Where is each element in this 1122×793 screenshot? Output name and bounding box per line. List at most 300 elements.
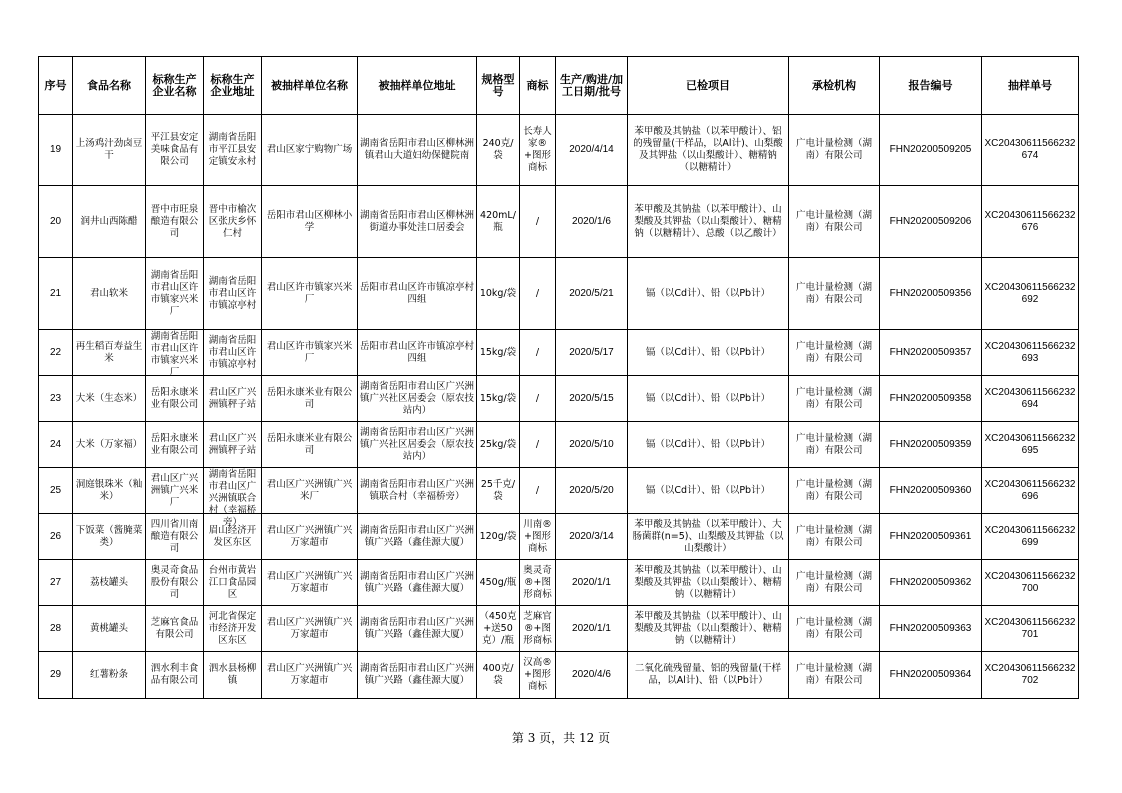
cell-text: 25kg/袋	[479, 438, 517, 450]
table-row	[39, 115, 1079, 186]
table-cell	[880, 376, 982, 422]
cell-text: 420mL/瓶	[480, 209, 516, 233]
cell-text: FHN20200509359	[889, 438, 972, 450]
table-cell	[477, 468, 520, 514]
cell-text: 广电计量检测（湖南）有限公司	[795, 432, 872, 456]
table-cell	[628, 652, 789, 699]
cell-text: XC20430611566232696	[984, 478, 1076, 502]
table-cell	[73, 376, 146, 422]
table-cell	[520, 258, 556, 330]
table-cell	[73, 422, 146, 468]
table-cell	[477, 514, 520, 560]
cell-text: 黄桃罐头	[89, 622, 128, 634]
table-row	[39, 258, 1079, 330]
column-header: 生产/购进/加工日期/批号	[556, 57, 628, 115]
cell-text: 湖南省岳阳市君山区广兴洲镇联合村（幸福桥旁）	[208, 468, 257, 528]
cell-text: 台州市黄岩江口食品园区	[208, 564, 257, 600]
table-cell	[556, 376, 628, 422]
cell-text: 君山区广兴洲镇广兴万家超市	[266, 663, 353, 686]
table-cell	[789, 330, 880, 376]
cell-text: 苯甲酸及其钠盐（以苯甲酸计）、山梨酸及其钾盐（以山梨酸计）、糖精钠（以糖精计）、总酸（以乙酸计）	[634, 203, 782, 239]
cell-text: 君山区广兴洲镇广兴万家超市	[266, 616, 353, 640]
cell-text: 2020/5/15	[569, 392, 614, 404]
table-cell	[39, 258, 73, 330]
column-header: 标称生产企业名称	[146, 57, 204, 115]
cell-text: 24	[49, 438, 62, 450]
table-cell	[358, 376, 477, 422]
table-cell	[628, 606, 789, 652]
cell-text: 21	[49, 287, 62, 299]
cell-text: XC20430611566232693	[984, 340, 1076, 364]
cell-text: 2020/1/1	[572, 576, 611, 588]
table-row	[39, 560, 1079, 606]
table-cell	[204, 606, 262, 652]
table-cell	[628, 115, 789, 186]
cell-text: XC20430611566232701	[984, 616, 1076, 640]
cell-text: 润井山西陈醋	[80, 215, 138, 227]
table-cell	[477, 422, 520, 468]
cell-text: 25千克/袋	[480, 478, 516, 502]
table-row	[39, 514, 1079, 560]
table-cell	[520, 560, 556, 606]
table-cell	[520, 376, 556, 422]
cell-text: FHN20200509363	[889, 622, 972, 634]
table-cell	[39, 376, 73, 422]
cell-text: 长寿人家®+图形商标	[523, 126, 552, 173]
table-cell	[556, 115, 628, 186]
table-cell	[982, 652, 1079, 699]
table-cell	[358, 606, 477, 652]
cell-text: 二氧化硫残留量、铝的残留量(干样品，以Al计)、铅（以Pb计）	[634, 663, 782, 686]
cell-text: 镉（以Cd计）、铅（以Pb计）	[645, 484, 771, 496]
table-cell	[204, 258, 262, 330]
table-cell	[880, 115, 982, 186]
column-header: 抽样单号	[982, 57, 1079, 115]
table-cell	[39, 330, 73, 376]
cell-text: 广电计量检测（湖南）有限公司	[795, 386, 872, 410]
table-cell	[73, 186, 146, 258]
column-header: 承检机构	[789, 57, 880, 115]
cell-text: 广电计量检测（湖南）有限公司	[795, 570, 872, 594]
table-cell	[880, 606, 982, 652]
table-cell	[880, 330, 982, 376]
table-cell	[262, 186, 358, 258]
table-row	[39, 330, 1079, 376]
table-cell	[73, 514, 146, 560]
table-cell	[73, 560, 146, 606]
cell-text: 四川省川南酿造有限公司	[150, 518, 199, 554]
table-cell	[146, 652, 204, 699]
table-body	[39, 115, 1079, 699]
cell-text: 君山区许市镇家兴米厂	[266, 281, 353, 305]
table-cell	[789, 422, 880, 468]
table-cell	[73, 115, 146, 186]
table-header	[39, 57, 1079, 115]
cell-text: 湖南省岳阳市君山区许市镇凉亭村	[208, 334, 257, 370]
table-cell	[204, 422, 262, 468]
cell-text: 平江县安定美味食品有限公司	[150, 132, 199, 167]
cell-text: XC20430611566232692	[984, 281, 1076, 305]
cell-text: 湖南省岳阳市君山区广兴洲镇联合村（幸福桥旁）	[360, 478, 475, 502]
cell-text: 君山区广兴洲镇秤子站	[208, 386, 257, 410]
header-row	[39, 57, 1079, 115]
table-cell	[880, 186, 982, 258]
cell-text: /	[535, 346, 540, 358]
cell-text: FHN20200509206	[889, 215, 972, 227]
cell-text: 岳阳永康米业有限公司	[150, 386, 199, 410]
table-cell	[204, 560, 262, 606]
table-cell	[982, 422, 1079, 468]
cell-text: 苯甲酸及其钠盐（以苯甲酸计）、山梨酸及其钾盐（以山梨酸计）、糖精钠（以糖精计）	[634, 564, 782, 600]
table-cell	[204, 186, 262, 258]
cell-text: FHN20200509362	[889, 576, 972, 588]
table-cell	[477, 330, 520, 376]
cell-text: 岳阳永康米业有限公司	[266, 432, 353, 456]
table-cell	[262, 422, 358, 468]
cell-text: 广电计量检测（湖南）有限公司	[795, 478, 872, 502]
table-cell	[982, 514, 1079, 560]
cell-text: 眉山经济开发区东区	[208, 524, 257, 548]
cell-text: 广电计量检测（湖南）有限公司	[795, 616, 872, 640]
cell-text: FHN20200509357	[889, 346, 972, 358]
cell-text: 湖南省岳阳市君山区柳林洲镇君山大道妇幼保健院南	[360, 138, 475, 161]
table-cell	[982, 186, 1079, 258]
table-cell	[204, 652, 262, 699]
table-cell	[520, 606, 556, 652]
cell-text: 湖南省岳阳市平江县安定镇安永村	[208, 132, 257, 167]
cell-text: 15kg/袋	[479, 392, 517, 404]
cell-text: 芝麻官食品有限公司	[150, 616, 199, 640]
cell-text: 奥灵奇食品股份有限公司	[150, 564, 199, 600]
cell-text: 240克/袋	[482, 138, 514, 161]
table-cell	[262, 376, 358, 422]
column-header: 商标	[520, 57, 556, 115]
table-cell	[262, 115, 358, 186]
cell-text: 2020/5/20	[569, 484, 614, 496]
table-cell	[556, 422, 628, 468]
table-cell	[520, 422, 556, 468]
cell-text: 10kg/袋	[479, 287, 517, 299]
table-cell	[982, 560, 1079, 606]
table-cell	[477, 376, 520, 422]
table-cell	[262, 606, 358, 652]
table-cell	[73, 606, 146, 652]
table-cell	[556, 186, 628, 258]
table-cell	[358, 652, 477, 699]
table-cell	[982, 115, 1079, 186]
cell-text: 岳阳永康米业有限公司	[266, 386, 353, 410]
cell-text: 湖南省岳阳市君山区柳林洲街道办事处洼口居委会	[360, 209, 475, 233]
cell-text: 广电计量检测（湖南）有限公司	[795, 524, 872, 548]
cell-text: 湖南省岳阳市君山区广兴洲镇广兴路（鑫佳源大厦）	[360, 570, 475, 594]
table-cell	[39, 468, 73, 514]
cell-text: 400克/袋	[482, 663, 514, 686]
table-cell	[146, 560, 204, 606]
table-cell	[204, 468, 262, 528]
cell-text: 再生稻百寿益生米	[75, 340, 143, 364]
table-cell	[358, 258, 477, 330]
cell-text: 27	[49, 576, 62, 588]
cell-text: 泗水利丰食品有限公司	[150, 663, 199, 686]
table-cell	[146, 422, 204, 468]
cell-text: /	[535, 392, 540, 404]
table-cell	[73, 330, 146, 376]
table-cell	[146, 115, 204, 186]
cell-text: 2020/5/17	[569, 346, 614, 358]
cell-text: 上汤鸡汁劲卤豆干	[75, 138, 143, 161]
column-header: 被抽样单位地址	[358, 57, 477, 115]
table-cell	[39, 514, 73, 560]
table-cell	[358, 186, 477, 258]
cell-text: 君山区广兴洲镇秤子站	[208, 432, 257, 456]
cell-text: 2020/4/6	[572, 669, 611, 680]
table-cell	[628, 186, 789, 258]
table-cell	[982, 376, 1079, 422]
cell-text: 20	[49, 215, 62, 227]
cell-text: FHN20200509361	[889, 530, 972, 542]
cell-text: FHN20200509364	[889, 669, 972, 680]
cell-text: 奥灵奇®+图形商标	[523, 564, 552, 600]
cell-text: 镉（以Cd计）、铅（以Pb计）	[645, 392, 771, 404]
table-cell	[262, 330, 358, 376]
table-cell	[146, 330, 204, 376]
table-row	[39, 468, 1079, 514]
table-cell	[789, 258, 880, 330]
table-cell	[477, 606, 520, 652]
cell-text: 君山区广兴洲镇广兴万家超市	[266, 524, 353, 548]
column-header: 序号	[39, 57, 73, 115]
table-row	[39, 186, 1079, 258]
cell-text: 岳阳市君山区柳林小学	[266, 209, 353, 233]
cell-text: 君山区广兴洲镇广兴万家超市	[266, 570, 353, 594]
table-cell	[520, 468, 556, 514]
column-header: 标称生产企业地址	[204, 57, 262, 115]
table-cell	[262, 560, 358, 606]
table-cell	[789, 468, 880, 514]
table-row	[39, 422, 1079, 468]
table-cell	[146, 514, 204, 560]
table-cell	[880, 258, 982, 330]
table-cell	[146, 376, 204, 422]
table-cell	[477, 560, 520, 606]
cell-text: （450克+送50克）/瓶	[479, 610, 517, 646]
cell-text: XC20430611566232674	[984, 138, 1076, 161]
cell-text: 2020/1/6	[572, 215, 611, 227]
table-cell	[556, 560, 628, 606]
table-cell	[556, 606, 628, 652]
cell-text: 泗水县杨柳镇	[208, 663, 257, 686]
table-cell	[520, 115, 556, 186]
table-cell	[477, 115, 520, 186]
cell-text: 湖南省岳阳市君山区广兴洲镇广兴路（鑫佳源大厦）	[360, 524, 475, 548]
cell-text: 岳阳市君山区许市镇凉亭村四组	[360, 281, 475, 305]
cell-text: 汉高®+图形商标	[523, 657, 552, 692]
table-cell	[789, 606, 880, 652]
column-header: 食品名称	[73, 57, 146, 115]
table-row	[39, 376, 1079, 422]
cell-text: XC20430611566232699	[984, 524, 1076, 548]
cell-text: 2020/1/1	[572, 622, 611, 634]
table-cell	[204, 330, 262, 376]
cell-text: 湖南省岳阳市君山区广兴洲镇广兴社区居委会（原农技站内）	[360, 380, 475, 416]
cell-text: 湖南省岳阳市君山区广兴洲镇广兴路（鑫佳源大厦）	[360, 663, 475, 686]
cell-text: 广电计量检测（湖南）有限公司	[795, 209, 872, 233]
table-cell	[262, 514, 358, 560]
table-cell	[628, 422, 789, 468]
table-cell	[39, 186, 73, 258]
table-cell	[628, 560, 789, 606]
table-cell	[628, 468, 789, 514]
table-cell	[556, 514, 628, 560]
cell-text: 湖南省岳阳市君山区许市镇家兴米厂	[150, 330, 199, 378]
cell-text: FHN20200509356	[889, 287, 972, 299]
cell-text: 广电计量检测（湖南）有限公司	[795, 340, 872, 364]
table-cell	[556, 330, 628, 376]
cell-text: 河北省保定市经济开发区东区	[208, 610, 257, 646]
cell-text: XC20430611566232676	[984, 209, 1076, 233]
table-cell	[39, 652, 73, 699]
table-cell	[520, 652, 556, 699]
cell-text: /	[535, 484, 540, 496]
table-cell	[880, 514, 982, 560]
cell-text: XC20430611566232694	[984, 386, 1076, 410]
cell-text: 荔枝罐头	[89, 576, 128, 588]
cell-text: 19	[49, 144, 62, 155]
table-cell	[556, 258, 628, 330]
cell-text: FHN20200509360	[889, 484, 972, 496]
table-cell	[789, 376, 880, 422]
cell-text: 红薯粉条	[89, 669, 128, 680]
cell-text: 岳阳市君山区许市镇凉亭村四组	[360, 340, 475, 364]
table-cell	[39, 115, 73, 186]
table-cell	[628, 330, 789, 376]
cell-text: 15kg/袋	[479, 346, 517, 358]
table-cell	[477, 652, 520, 699]
table-cell	[146, 468, 204, 514]
table-cell	[880, 560, 982, 606]
table-cell	[982, 330, 1079, 376]
table-cell	[204, 376, 262, 422]
table-cell	[880, 422, 982, 468]
cell-text: 湖南省岳阳市君山区广兴洲镇广兴社区居委会（原农技站内）	[360, 426, 475, 462]
cell-text: 君山区家宁购物广场	[266, 144, 353, 155]
cell-text: 湖南省岳阳市君山区广兴洲镇广兴路（鑫佳源大厦）	[360, 616, 475, 640]
cell-text: 2020/5/21	[569, 287, 614, 299]
table-cell	[204, 115, 262, 186]
cell-text: 28	[49, 622, 62, 634]
table-cell	[628, 376, 789, 422]
cell-text: 苯甲酸及其钠盐（以苯甲酸计）、大肠菌群(n=5)、山梨酸及其钾盐（以山梨酸计）	[632, 518, 784, 554]
table-cell	[477, 258, 520, 330]
cell-text: 苯甲酸及其钠盐（以苯甲酸计）、山梨酸及其钾盐（以山梨酸计）、糖精钠（以糖精计）	[634, 610, 782, 646]
table-cell	[262, 652, 358, 699]
table-cell	[520, 330, 556, 376]
cell-text: 450g/瓶	[479, 576, 517, 588]
cell-text: 岳阳永康米业有限公司	[150, 432, 199, 456]
inspection-results-table	[38, 56, 1079, 699]
table-cell	[520, 186, 556, 258]
cell-text: 23	[49, 392, 62, 404]
table-row	[39, 652, 1079, 699]
table-cell	[789, 186, 880, 258]
table-cell	[477, 186, 520, 258]
cell-text: 芝麻官®+图形商标	[523, 610, 552, 646]
table-cell	[358, 468, 477, 514]
table-cell	[358, 115, 477, 186]
table-cell	[982, 606, 1079, 652]
cell-text: 22	[49, 346, 62, 358]
table-cell	[146, 186, 204, 258]
table-cell	[73, 468, 146, 514]
table-cell	[628, 514, 789, 560]
cell-text: 25	[49, 484, 62, 496]
table-cell	[73, 652, 146, 699]
cell-text: /	[535, 287, 540, 299]
table-cell	[39, 422, 73, 468]
cell-text: 湖南省岳阳市君山区许市镇家兴米厂	[150, 269, 199, 317]
table-cell	[789, 115, 880, 186]
cell-text: 苯甲酸及其钠盐（以苯甲酸计）、铝的残留量(干样品，以Al计)、山梨酸及其钾盐（以山梨酸计）、糖精钠（以糖精计）	[633, 126, 783, 173]
column-header: 已检项目	[628, 57, 789, 115]
table-cell	[73, 258, 146, 330]
cell-text: 君山区广兴洲镇广兴米厂	[150, 472, 199, 508]
cell-text: 广电计量检测（湖南）有限公司	[795, 281, 872, 305]
cell-text: 广电计量检测（湖南）有限公司	[795, 138, 872, 161]
cell-text: 镉（以Cd计）、铅（以Pb计）	[645, 287, 771, 299]
cell-text: 2020/4/14	[569, 144, 614, 155]
table-row	[39, 606, 1079, 652]
cell-text: FHN20200509358	[889, 392, 972, 404]
cell-text: 晋中市旺泉酿造有限公司	[150, 203, 199, 239]
column-header: 被抽样单位名称	[262, 57, 358, 115]
table-cell	[628, 258, 789, 330]
cell-text: FHN20200509205	[889, 144, 972, 155]
table-cell	[982, 468, 1079, 514]
table-cell	[358, 560, 477, 606]
table-cell	[789, 514, 880, 560]
table-cell	[146, 606, 204, 652]
cell-text: /	[535, 438, 540, 450]
cell-text: 大米（万家福）	[75, 438, 143, 450]
cell-text: 洞庭银珠米（籼米）	[75, 478, 143, 502]
table-cell	[146, 258, 204, 330]
cell-text: 晋中市榆次区张庆乡怀仁村	[208, 203, 257, 239]
table-cell	[358, 514, 477, 560]
table-cell	[556, 652, 628, 699]
cell-text: 2020/3/14	[569, 530, 614, 542]
cell-text: 川南®+图形商标	[523, 518, 552, 554]
table-cell	[520, 514, 556, 560]
table-cell	[789, 560, 880, 606]
cell-text: XC20430611566232702	[984, 663, 1076, 686]
cell-text: 镉（以Cd计）、铅（以Pb计）	[645, 346, 771, 358]
cell-text: 君山区许市镇家兴米厂	[266, 340, 353, 364]
cell-text: 君山区广兴洲镇广兴米厂	[266, 478, 353, 502]
cell-text: 君山软米	[89, 287, 128, 299]
table-cell	[880, 652, 982, 699]
table-cell	[880, 468, 982, 514]
cell-text: 29	[49, 669, 62, 680]
table-cell	[262, 468, 358, 514]
cell-text: XC20430611566232700	[984, 570, 1076, 594]
cell-text: 镉（以Cd计）、铅（以Pb计）	[645, 438, 771, 450]
table-cell	[982, 258, 1079, 330]
table-cell	[39, 560, 73, 606]
column-header: 规格型号	[477, 57, 520, 115]
cell-text: 大米（生态米）	[75, 392, 143, 404]
cell-text: 广电计量检测（湖南）有限公司	[795, 663, 872, 686]
table-cell	[358, 422, 477, 468]
